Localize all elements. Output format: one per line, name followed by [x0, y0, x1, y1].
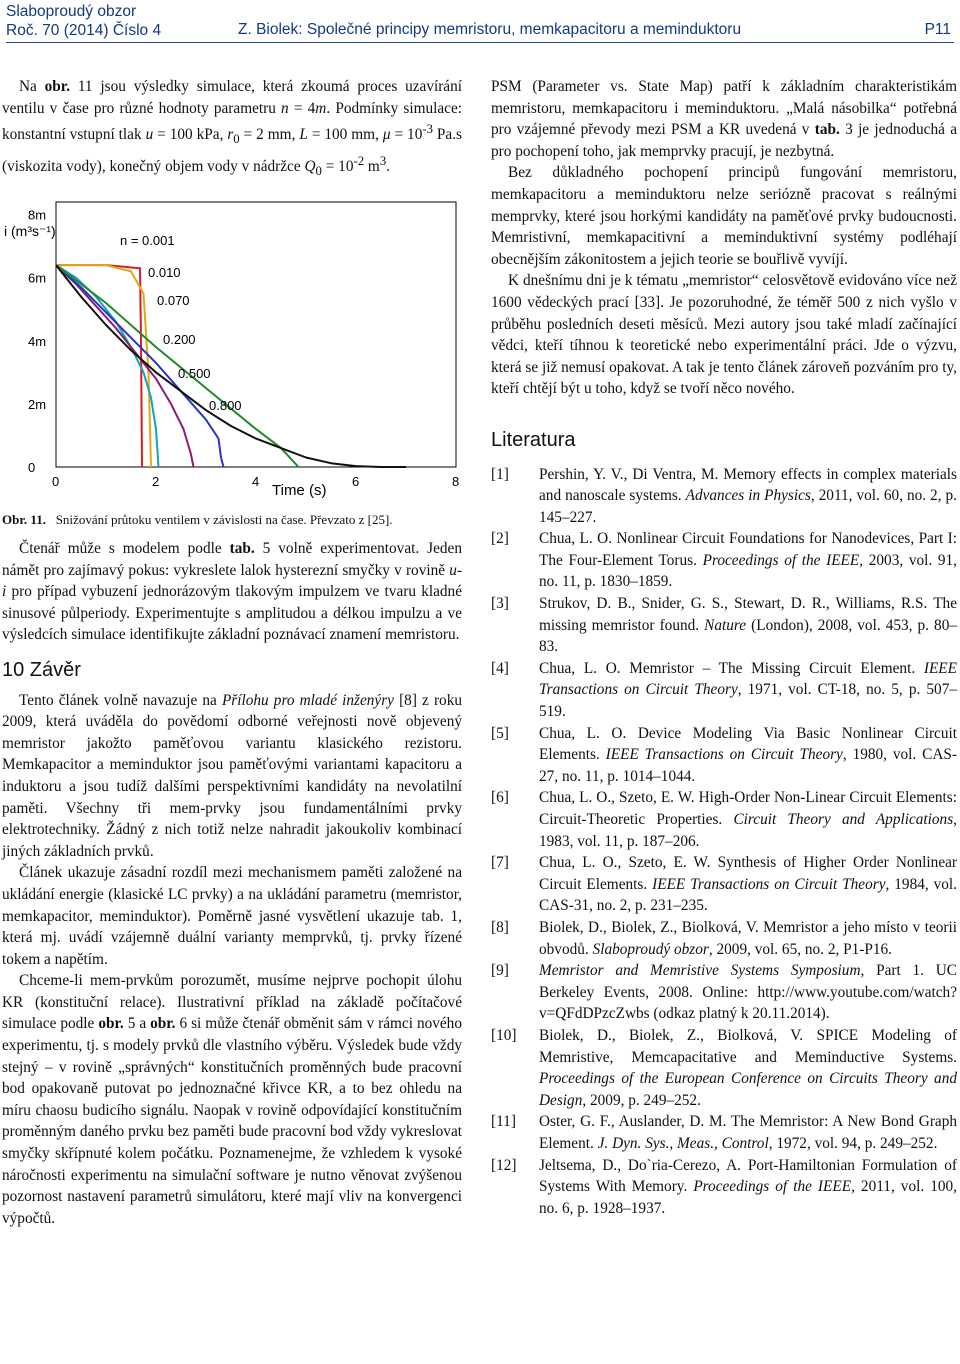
- series-label: 0.070: [157, 293, 190, 308]
- reference-number: [3]: [491, 595, 509, 613]
- reference-item: [491, 960, 957, 1025]
- series-label: 0.800: [209, 398, 242, 413]
- y-tick-label: 2m: [28, 396, 47, 412]
- reference-item: [491, 593, 957, 658]
- series-label: 0.500: [178, 366, 211, 381]
- paragraph-conclusion-1: Tento článek volně navazuje na Přílohu pro mladé inženýry [8] z roku 2009, která uváděla do povědomí odborné veřejnosti nově objevený memristor jakožto paměťovou variantu klasického rezistoru. Memkapacitor a meminduktor jsou paměťovými variantami kapacitoru a induktoru a jsou tudíž dalšími perspektivními kandidáty na nevolatilní paměti. Všechny tři mem-prvky jsou fundamentálními prvky elektrotechniky. Žádný z nich totiž nelze nahradit jakoukoliv kombinací jiných základních prvků.: [2, 691, 462, 860]
- reference-text: Oster, G. F., Auslander, D. M. The Memristor: A New Bond Graph Element. J. Dyn. Sys., Meas., Control, 1972, vol. 94, p. 249–252.: [539, 1113, 957, 1152]
- paragraph-conclusion-3: Chceme-li mem-prvkům porozumět, musíme nejprve pochopit úlohu KR (konstituční relace). Ilustrativní příklad na základě počítačové simulace podle obr. 5 a obr. 6 si může čtenář obměnit sám v rámci nového experimentu, tj. s modely prvků dle vlastního výběru. Výsledek bude vždy stejný – v rovině „správných“ konstitučních proměnných bude pracovní bod opakovaně putovat po jednoznačné křivce KR, a to bez ohledu na míru chaosu budicího signálu. Naopak v rovině odpovídající konstitučním proměnným daného prvku bez paměti bude pracovní bod vždy vykreslovat smyčky skřípnuté kolem počátku. Poznamenejme, že vzhledem k vysoké náročnosti experimentu na simulační software je nutno věnovat zvýšenou pozornost nastavení parametrů simulátoru, které mají vliv na konvergenci výpočtů.: [2, 972, 462, 1227]
- reference-item: [491, 852, 957, 917]
- reference-item: [491, 658, 957, 723]
- series-label: 0.200: [163, 332, 196, 347]
- reference-number: [12]: [491, 1156, 517, 1174]
- reference-item: [491, 1155, 957, 1220]
- reference-text: Chua, L. O., Szeto, E. W. Synthesis of Higher Order Nonlinear Circuit Elements. IEEE Transactions on Circuit Theory, 1984, vol. CAS-31, no. 2, p. 231–235.: [539, 854, 957, 915]
- y-tick-label: 0: [28, 460, 36, 475]
- reference-item: [491, 723, 957, 788]
- x-tick-label: 2: [152, 474, 160, 489]
- paragraph-conclusion-2: Článek ukazuje zásadní rozdíl mezi mechanismem paměti založené na ukládání energie (klasické LC prvky) a na ukládání parametru (memristor, memkapacitor, meminduktor). Poměrně jasné vysvětlení ukazuje tab. 1, která mj. uvádí vzájemně duální varianty memprvků, tj. prvky řízené tokem a napětím.: [2, 864, 462, 968]
- page-number: P11: [924, 21, 951, 38]
- y-axis-label: i (m³s⁻¹): [4, 223, 56, 239]
- reference-item: [491, 787, 957, 852]
- reference-number: [2]: [491, 530, 509, 548]
- reference-text: Jeltsema, D., Do`ria-Cerezo, A. Port-Hamiltonian Formulation of Systems With Memory. Proceedings of the IEEE, 2011, vol. 100, no. 6, p. 1928–1937.: [539, 1156, 957, 1217]
- reference-text: Pershin, Y. V., Di Ventra, M. Memory effects in complex materials and nanoscale systems. Advances in Physics, 2011, vol. 60, no. 2, p. 145–227.: [539, 465, 957, 526]
- journal-name: Slaboproudý obzor: [6, 3, 137, 20]
- paragraph-understanding: Bez důkladného pochopení principů fungování memristoru, memkapacitoru a meminduktoru nelze seriózně pracovat s reálnými memprvky, které jsou horkými kandidáty na paměťové prvky budoucnosti. Memristivní, memkapacitivní a meminduktivní systémy podléhají obecnějším zákonitostem a jejich teorie se bouřlivě vyvíjí.: [491, 164, 957, 268]
- reference-number: [1]: [491, 465, 509, 483]
- reference-number: [8]: [491, 918, 509, 936]
- left-column-intro: [2, 76, 462, 183]
- right-column: [491, 76, 957, 1219]
- reference-number: [9]: [491, 962, 509, 980]
- journal-issue: Roč. 70 (2014) Číslo 4: [6, 22, 162, 39]
- y-tick-label: 6m: [28, 270, 47, 286]
- reference-number: [5]: [491, 724, 509, 742]
- section-heading-conclusion: 10 Závěr: [2, 658, 81, 681]
- reference-item: [491, 1111, 957, 1154]
- reference-text: Strukov, D. B., Snider, G. S., Stewart, D. R., Williams, R.S. The missing memristor found. Nature (London), 2008, vol. 453, p. 80–83.: [539, 595, 957, 656]
- reference-text: Biolek, D., Biolek, Z., Biolková, V. Memristor a jeho místo v teorii obvodů. Slaboproudý obzor, 2009, vol. 65, no. 2, P1-P16.: [539, 918, 957, 958]
- y-tick-label: 4m: [28, 333, 47, 349]
- series-label: 0.010: [148, 265, 181, 280]
- x-tick-label: 6: [352, 474, 360, 489]
- reference-number: [7]: [491, 854, 509, 872]
- left-column-body: [2, 538, 462, 1229]
- reference-item: [491, 464, 957, 529]
- paragraph-experiment: Čtenář může s modelem podle tab. 5 volně experimentovat. Jeden námět pro zajímavý pokus: vykreslete lalok hysterezní smyčky v rovině u-i pro případ vybuzení jednorázovým tlakovým impulzem ve tvaru kladné sinusové půlperiody. Experimentujte s amplitudou a délkou impulzu a ve výsledcích simulace identifikujte základní poznávací znamení memristoru.: [2, 540, 462, 644]
- reference-number: [11]: [491, 1113, 516, 1131]
- header-divider: [6, 42, 954, 43]
- reference-item: [491, 917, 957, 960]
- paragraph-psm: PSM (Parameter vs. State Map) patří k základním charakteristikám memristoru, memkapacitoru i meminduktoru. „Malá násobilka“ potřebná pro vzájemné převody mezi PSM a KR uvedená v tab. 3 je jednoduchá a pro pochopení toho, jak memprvky pracují, je nezbytná.: [491, 78, 957, 160]
- reference-text: Chua, L. O. Device Modeling Via Basic Nonlinear Circuit Elements. IEEE Transactions on Circuit Theory, 1980, vol. CAS-27, no. 11, p. 1014–1044.: [539, 724, 958, 785]
- reference-text: Biolek, D., Biolek, Z., Biolková, V. SPICE Modeling of Memristive, Memcapacitative and Meminductive Systems. Proceedings of the European Conference on Circuits Theory and Design, 2009, p. 249–252.: [539, 1026, 957, 1109]
- reference-number: [6]: [491, 789, 509, 807]
- reference-number: [10]: [491, 1026, 517, 1044]
- figure-caption: [2, 512, 393, 528]
- reference-text: Chua, L. O. Memristor – The Missing Circuit Element. IEEE Transactions on Circuit Theory, 1971, vol. CT-18, no. 5, p. 507–519.: [539, 659, 957, 721]
- series-line-0: [56, 265, 142, 467]
- x-tick-label: 4: [252, 474, 260, 489]
- paragraph-invitation: K dnešnímu dni je k tématu „memristor“ celosvětově evidováno více než 1600 vědeckých prací [33]. Je pozoruhodné, že téměř 500 z nich vyšlo v průběhu posledních deseti měsíců. Mezi autory jsou také mladí začínající vědci, kteří tíhnou k teoretické nebo experimentální práci. Jde o výzvu, která se již nemusí opakovat. A tak je tento článek zároveň pozváním pro ty, kteří chtějí být u toho, když se tvoří něco nového.: [491, 272, 957, 398]
- reference-text: Chua, L. O., Szeto, E. W. High-Order Non-Linear Circuit Elements: Circuit-Theoretic Properties. Circuit Theory and Applications, 1983, vol. 11, p. 187–206.: [539, 789, 957, 850]
- reference-item: [491, 1025, 957, 1111]
- series-line-6: [56, 265, 406, 467]
- reference-text: Chua, L. O. Nonlinear Circuit Foundations for Nanodevices, Part I: The Four-Element Torus. Proceedings of the IEEE, 2003, vol. 91, no. 11, p. 1830–1859.: [539, 530, 957, 591]
- article-running-title: Z. Biolek: Společné principy memristoru, memkapacitoru a meminduktoru: [238, 21, 742, 38]
- reference-number: [4]: [491, 659, 509, 677]
- y-tick-label: 8m: [28, 207, 47, 223]
- reference-item: [491, 528, 957, 593]
- journal-header: [6, 2, 161, 40]
- reference-text: Memristor and Memristive Systems Symposium, Part 1. UC Berkeley Events, 2008. Online: http://www.youtube.com/watch?v=QFdDPzcZwbs (odkaz platný k 20.11.2014).: [539, 962, 957, 1023]
- references-heading: Literatura: [491, 428, 576, 451]
- x-tick-label: 8: [452, 474, 460, 489]
- valve-flow-chart: [0, 190, 470, 505]
- caption-label: Obr. 11.: [2, 512, 46, 527]
- x-tick-label: 0: [52, 474, 60, 489]
- intro-paragraph: Na obr. 11 jsou výsledky simulace, která zkoumá proces uzavírání ventilu v čase pro různé hodnoty parametru n = 4m. Podmínky simulace: konstantní vstupní tlak u = 100 kPa, $r_0 = 2$ mm, L = 100 mm, $\mu = 10^{-3}$ Pa.s (viskozita vody), konečný objem vody v nádržce $Q_0 = 10^{-2}$ $m^3$.: [2, 78, 463, 179]
- series-line-1: [56, 265, 151, 467]
- x-axis-label: Time (s): [272, 482, 327, 499]
- series-label: n = 0.001: [120, 233, 175, 248]
- reference-list: [491, 464, 957, 1220]
- caption-text: Snižování průtoku ventilem v závislosti na čase. Převzato z [25].: [55, 512, 393, 527]
